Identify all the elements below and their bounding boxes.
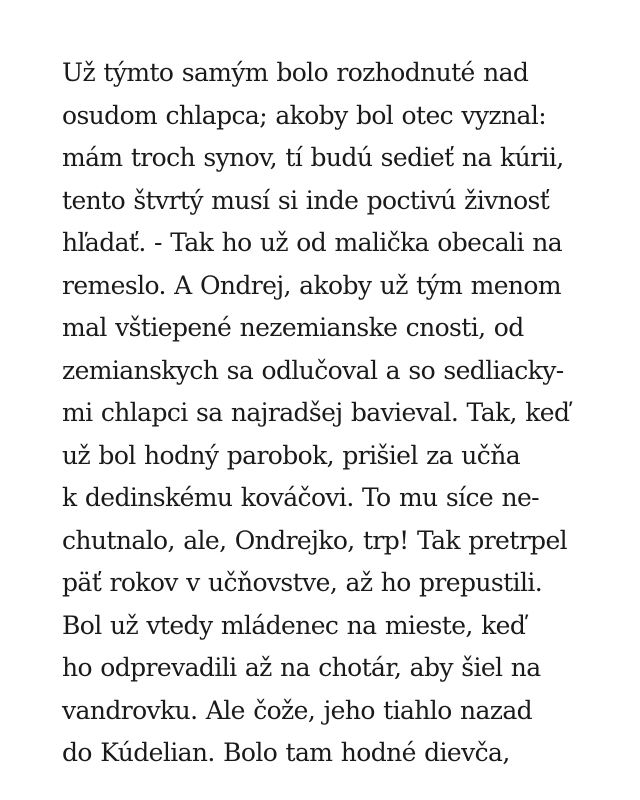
text-line: mám troch synov, tí budú sedieť na kúrii, (62, 143, 564, 172)
text-line: k dedinskému kováčovi. To mu síce ne- (62, 483, 540, 512)
text-line: do Kúdelian. Bolo tam hodné dievča, (62, 738, 510, 767)
text-line: chutnalo, ale, Ondrejko, trp! Tak pretrpel (62, 525, 568, 555)
text-line: už bol hodný parobok, prišiel za učňa (62, 440, 520, 470)
text-line: osudom chlapca; akoby bol otec vyznal: (62, 100, 547, 130)
text-line: mal vštiepené nezemianske cnosti, od (62, 313, 524, 342)
text-line: Už týmto samým bolo rozhodnuté nad (62, 58, 529, 87)
text-line: zemianskych sa odlučoval a so sedliacky- (62, 355, 564, 385)
text-line: mi chlapci sa najradšej bavieval. Tak, keď (62, 398, 570, 427)
body-paragraph (62, 52, 582, 775)
text-line: vandrovku. Ale čože, jeho tiahlo nazad (62, 695, 533, 725)
text-line: päť rokov v učňovstve, až ho prepustili. (62, 568, 543, 597)
text-line: Bol už vtedy mládenec na mieste, keď (62, 610, 526, 640)
text-line: ho odprevadili až na chotár, aby šiel na (62, 653, 541, 682)
text-line: remeslo. A Ondrej, akoby už tým menom (62, 270, 561, 300)
text-line: hľadať. - Tak ho už od malička obecali na (62, 228, 563, 257)
text-line: tento štvrtý musí si inde poctivú živnosť (62, 185, 550, 215)
